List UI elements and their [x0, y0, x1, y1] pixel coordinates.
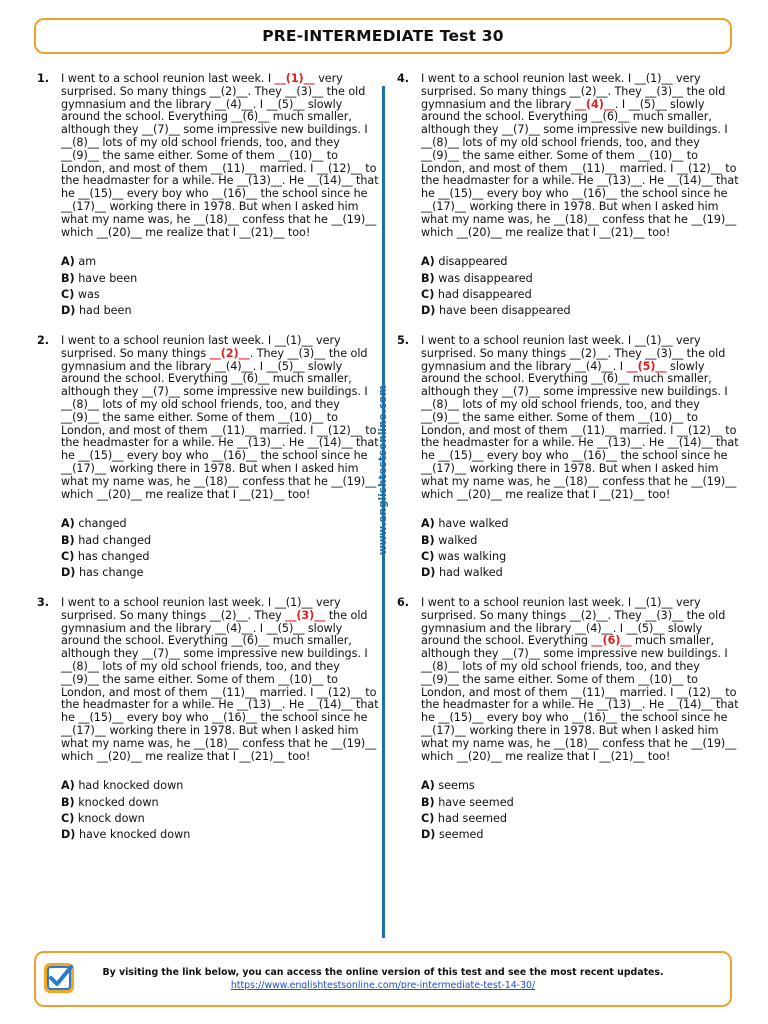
question-4 [397, 72, 741, 320]
answer-option[interactable] [421, 303, 741, 319]
answer-option[interactable] [421, 778, 741, 794]
passage-segment: very surprised. So many things [421, 72, 701, 98]
footer-box [34, 951, 732, 1007]
option-text: am [78, 255, 97, 269]
passage-segment: __(5)__ [266, 359, 305, 373]
passage-segment: __(4)__ [574, 621, 613, 635]
answer-options [421, 778, 741, 843]
passage-segment: . I [252, 359, 267, 373]
option-text: walked [438, 533, 478, 547]
passage-segment: __(4)__ [214, 621, 253, 635]
passage-segment: . They [247, 84, 286, 98]
question-5 [397, 334, 741, 582]
passage-segment: __(1)__ [634, 596, 673, 609]
answer-option[interactable] [421, 795, 741, 811]
answer-options [421, 254, 741, 319]
watermark: www.englishtestsonline.com [377, 385, 389, 555]
option-letter: D) [421, 828, 436, 842]
question-passage [421, 335, 741, 501]
answer-option[interactable] [61, 795, 381, 811]
answer-options [61, 254, 381, 319]
question-passage [61, 597, 381, 763]
passage-segment: __(4)__ [574, 359, 613, 373]
passage-segment: . They [607, 84, 646, 98]
option-letter: C) [421, 287, 435, 301]
passage-segment: very surprised. So many things [421, 334, 701, 360]
answer-option[interactable] [421, 254, 741, 270]
passage-segment: __(6)__ [231, 372, 270, 386]
passage-segment: the old gymnasium and the library [61, 346, 368, 373]
option-letter: A) [61, 517, 75, 531]
option-letter: B) [61, 533, 75, 547]
option-text: was [77, 287, 100, 301]
option-text: have been disappeared [438, 304, 571, 318]
option-text: have been [78, 271, 138, 285]
answer-options [421, 516, 741, 581]
answer-option[interactable] [61, 516, 381, 532]
passage-segment: slowly around the school. Everything [421, 621, 703, 648]
passage-segment: __(2)__ [209, 84, 248, 98]
passage-segment: slowly around the school. Everything [61, 621, 343, 648]
option-text: have knocked down [78, 828, 191, 842]
highlighted-blank: __(6)__ [591, 634, 632, 648]
passage-segment: __(5)__ [266, 97, 305, 111]
option-text: had disappeared [437, 287, 532, 301]
question-6 [397, 596, 741, 844]
highlighted-blank: __(5)__ [626, 359, 667, 373]
option-letter: C) [61, 549, 75, 563]
question-1 [37, 72, 381, 320]
highlighted-blank: __(4)__ [574, 97, 615, 111]
passage-segment: slowly around the school. Everything [61, 359, 343, 386]
option-letter: A) [61, 255, 75, 269]
option-letter: A) [421, 517, 435, 531]
answer-option[interactable] [61, 549, 381, 565]
passage-segment: __(3)__ [645, 608, 684, 622]
passage-segment: very surprised. So many things [421, 596, 701, 622]
answer-option[interactable] [421, 565, 741, 581]
answer-option[interactable] [421, 827, 741, 843]
passage-segment: I went to a school reunion last week. I [61, 72, 275, 85]
passage-segment: __(2)__ [569, 608, 608, 622]
option-letter: D) [61, 566, 76, 580]
answer-option[interactable] [421, 811, 741, 827]
passage-segment: much smaller, although they __(7)__ some impressive new buildings. I __(8)__ lots of my old school friends, too, and they __(9)__ the same either. Some of them __(10)__ to London, and most of them __(11)__ married. I __(12)__ to the headmaster for a while. He __(13)__. He __(14)__ that he __(15)__ every boy who __(16)__ the school since he __(17)__ working there in 1978. But when I asked him what my name was, he __(18)__ confess that he __(19)__ which __(20)__ me realize that I __(21)__ too! [421, 110, 739, 239]
passage-segment: very surprised. So many things [61, 596, 341, 622]
option-text: had been [78, 304, 132, 318]
passage-segment: . They [249, 346, 288, 360]
passage-segment: I went to a school reunion last week. I [421, 334, 635, 347]
option-text: have seemed [438, 795, 514, 809]
test-link[interactable]: https://www.englishtestsonline.com/pre-intermediate-test-14-30/ [230, 980, 536, 991]
passage-segment: I went to a school reunion last week. I [421, 596, 635, 609]
question-passage [61, 73, 381, 239]
answer-option[interactable] [61, 271, 381, 287]
passage-segment: __(1)__ [274, 596, 313, 609]
option-text: seemed [438, 828, 484, 842]
passage-segment: . I [612, 359, 627, 373]
passage-segment: the old gymnasium and the library [61, 608, 368, 635]
option-text: disappeared [438, 255, 508, 269]
passage-segment: very surprised. So many things [61, 334, 341, 360]
passage-segment: __(3)__ [645, 84, 684, 98]
page-title: PRE-INTERMEDIATE Test 30 [262, 27, 504, 45]
option-text: was walking [437, 549, 507, 563]
passage-segment: __(3)__ [285, 84, 324, 98]
option-text: has changed [77, 549, 150, 563]
option-text: has change [78, 566, 144, 580]
passage-segment: __(1)__ [634, 72, 673, 85]
passage-segment: __(6)__ [231, 634, 270, 648]
answer-option[interactable] [61, 565, 381, 581]
passage-segment: __(6)__ [591, 110, 630, 124]
passage-segment: . They [607, 608, 646, 622]
passage-segment: I went to a school reunion last week. I [61, 334, 275, 347]
passage-segment: the old gymnasium and the library [421, 608, 726, 635]
option-text: knocked down [78, 795, 159, 809]
option-letter: D) [421, 304, 436, 318]
passage-segment: __(2)__ [569, 346, 608, 360]
answer-options [61, 778, 381, 843]
footer-notice: By visiting the link below, you can access the online version of this test and see the most recent updates. [102, 967, 664, 978]
passage-segment: __(3)__ [645, 346, 684, 360]
option-text: have walked [438, 517, 509, 531]
passage-segment: __(5)__ [626, 621, 665, 635]
passage-segment: . They [247, 608, 286, 622]
option-text: changed [78, 517, 127, 531]
passage-segment: __(5)__ [628, 97, 667, 111]
option-letter: C) [421, 811, 435, 825]
answer-option[interactable] [61, 287, 381, 303]
passage-segment: much smaller, although they __(7)__ some impressive new buildings. I __(8)__ lots of my old school friends, too, and they __(9)__ the same either. Some of them __(10)__ to London, and most of them __(11)__ married. I __(12)__ to the headmaster for a while. He __(13)__. He __(14)__ that he __(15)__ every boy who __(16)__ the school since he __(17)__ working there in 1978. But when I asked him what my name was, he __(18)__ confess that he __(19)__ which __(20)__ me realize that I __(21)__ too! [61, 110, 379, 239]
option-letter: A) [421, 255, 435, 269]
passage-segment: the old gymnasium and the library [421, 84, 726, 111]
highlighted-blank: __(1)__ [274, 72, 315, 85]
question-number: 2. [37, 334, 50, 347]
passage-segment: much smaller, although they __(7)__ some impressive new buildings. I __(8)__ lots of my old school friends, too, and they __(9)__ the same either. Some of them __(10)__ to London, and most of them __(11)__ married. I __(12)__ to the headmaster for a while. He __(13)__. He __(14)__ that he __(15)__ every boy who __(16)__ the school since he __(17)__ working there in 1978. But when I asked him what my name was, he __(18)__ confess that he __(19)__ which __(20)__ me realize that I __(21)__ too! [421, 634, 739, 763]
option-letter: C) [421, 549, 435, 563]
passage-segment: __(2)__ [209, 608, 248, 622]
option-letter: B) [421, 795, 435, 809]
passage-segment: . I [252, 621, 267, 635]
passage-segment: the old gymnasium and the library [421, 346, 726, 373]
option-letter: D) [421, 566, 436, 580]
passage-segment: __(1)__ [274, 334, 313, 347]
passage-segment: __(4)__ [214, 97, 253, 111]
option-letter: B) [61, 271, 75, 285]
passage-segment: I went to a school reunion last week. I [421, 72, 635, 85]
option-letter: D) [61, 828, 76, 842]
answer-option[interactable] [61, 811, 381, 827]
answer-option[interactable] [421, 287, 741, 303]
passage-segment: slowly around the school. Everything [61, 97, 343, 124]
option-letter: B) [61, 795, 75, 809]
passage-segment: __(6)__ [591, 372, 630, 386]
passage-segment: I went to a school reunion last week. I [61, 596, 275, 609]
highlighted-blank: __(3)__ [285, 608, 326, 622]
passage-segment: . I [612, 621, 627, 635]
option-letter: D) [61, 304, 76, 318]
option-letter: C) [61, 287, 75, 301]
question-number: 1. [37, 72, 50, 85]
passage-segment: __(3)__ [287, 346, 326, 360]
passage-segment: __(1)__ [634, 334, 673, 347]
option-letter: A) [61, 779, 75, 793]
option-text: had changed [78, 533, 152, 547]
question-passage [61, 335, 381, 501]
option-text: had seemed [437, 811, 507, 825]
question-passage [421, 73, 741, 239]
answer-option[interactable] [61, 533, 381, 549]
option-letter: A) [421, 779, 435, 793]
answer-option[interactable] [421, 533, 741, 549]
option-letter: B) [421, 533, 435, 547]
answer-options [61, 516, 381, 581]
option-text: seems [438, 779, 475, 793]
answer-option[interactable] [61, 254, 381, 270]
passage-segment: much smaller, although they __(7)__ some impressive new buildings. I __(8)__ lots of my old school friends, too, and they __(9)__ the same either. Some of them __(10)__ to London, and most of them __(11)__ married. I __(12)__ to the headmaster for a while. He __(13)__. He __(14)__ that he __(15)__ every boy who __(16)__ the school since he __(17)__ working there in 1978. But when I asked him what my name was, he __(18)__ confess that he __(19)__ which __(20)__ me realize that I __(21)__ too! [421, 372, 739, 501]
question-number: 4. [397, 72, 410, 85]
answer-option[interactable] [61, 303, 381, 319]
answer-option[interactable] [421, 549, 741, 565]
passage-segment: much smaller, although they __(7)__ some impressive new buildings. I __(8)__ lots of my old school friends, too, and they __(9)__ the same either. Some of them __(10)__ to London, and most of them __(11)__ married. I __(12)__ to the headmaster for a while. He __(13)__. He __(14)__ that he __(15)__ every boy who __(16)__ the school since he __(17)__ working there in 1978. But when I asked him what my name was, he __(18)__ confess that he __(19)__ which __(20)__ me realize that I __(21)__ too! [61, 634, 379, 763]
passage-segment: very surprised. So many things [61, 72, 343, 98]
option-letter: C) [61, 811, 75, 825]
passage-segment: the old gymnasium and the library [61, 84, 366, 111]
question-number: 3. [37, 596, 50, 609]
passage-segment: __(2)__ [569, 84, 608, 98]
answer-option[interactable] [61, 778, 381, 794]
question-3 [37, 596, 381, 844]
highlighted-blank: __(2)__ [209, 346, 250, 360]
option-letter: B) [421, 271, 435, 285]
question-passage [421, 597, 741, 763]
answer-option[interactable] [421, 516, 741, 532]
passage-segment: . They [607, 346, 646, 360]
passage-segment: __(6)__ [231, 110, 270, 124]
question-2 [37, 334, 381, 582]
passage-segment: __(5)__ [266, 621, 305, 635]
title-box [34, 18, 732, 54]
answer-option[interactable] [61, 827, 381, 843]
passage-segment: . I [614, 97, 629, 111]
passage-segment: . I [252, 97, 267, 111]
question-number: 5. [397, 334, 410, 347]
answer-option[interactable] [421, 271, 741, 287]
question-number: 6. [397, 596, 410, 609]
option-text: was disappeared [438, 271, 533, 285]
option-text: had knocked down [78, 779, 184, 793]
passage-segment: slowly around the school. Everything [421, 359, 705, 386]
passage-segment: __(4)__ [214, 359, 253, 373]
option-text: had walked [438, 566, 503, 580]
passage-segment: much smaller, although they __(7)__ some impressive new buildings. I __(8)__ lots of my old school friends, too, and they __(9)__ the same either. Some of them __(10)__ to London, and most of them __(11)__ married. I __(12)__ to the headmaster for a while. He __(13)__. He __(14)__ that he __(15)__ every boy who __(16)__ the school since he __(17)__ working there in 1978. But when I asked him what my name was, he __(18)__ confess that he __(19)__ which __(20)__ me realize that I __(21)__ too! [61, 372, 379, 501]
passage-segment: slowly around the school. Everything [421, 97, 705, 124]
option-text: knock down [77, 811, 145, 825]
